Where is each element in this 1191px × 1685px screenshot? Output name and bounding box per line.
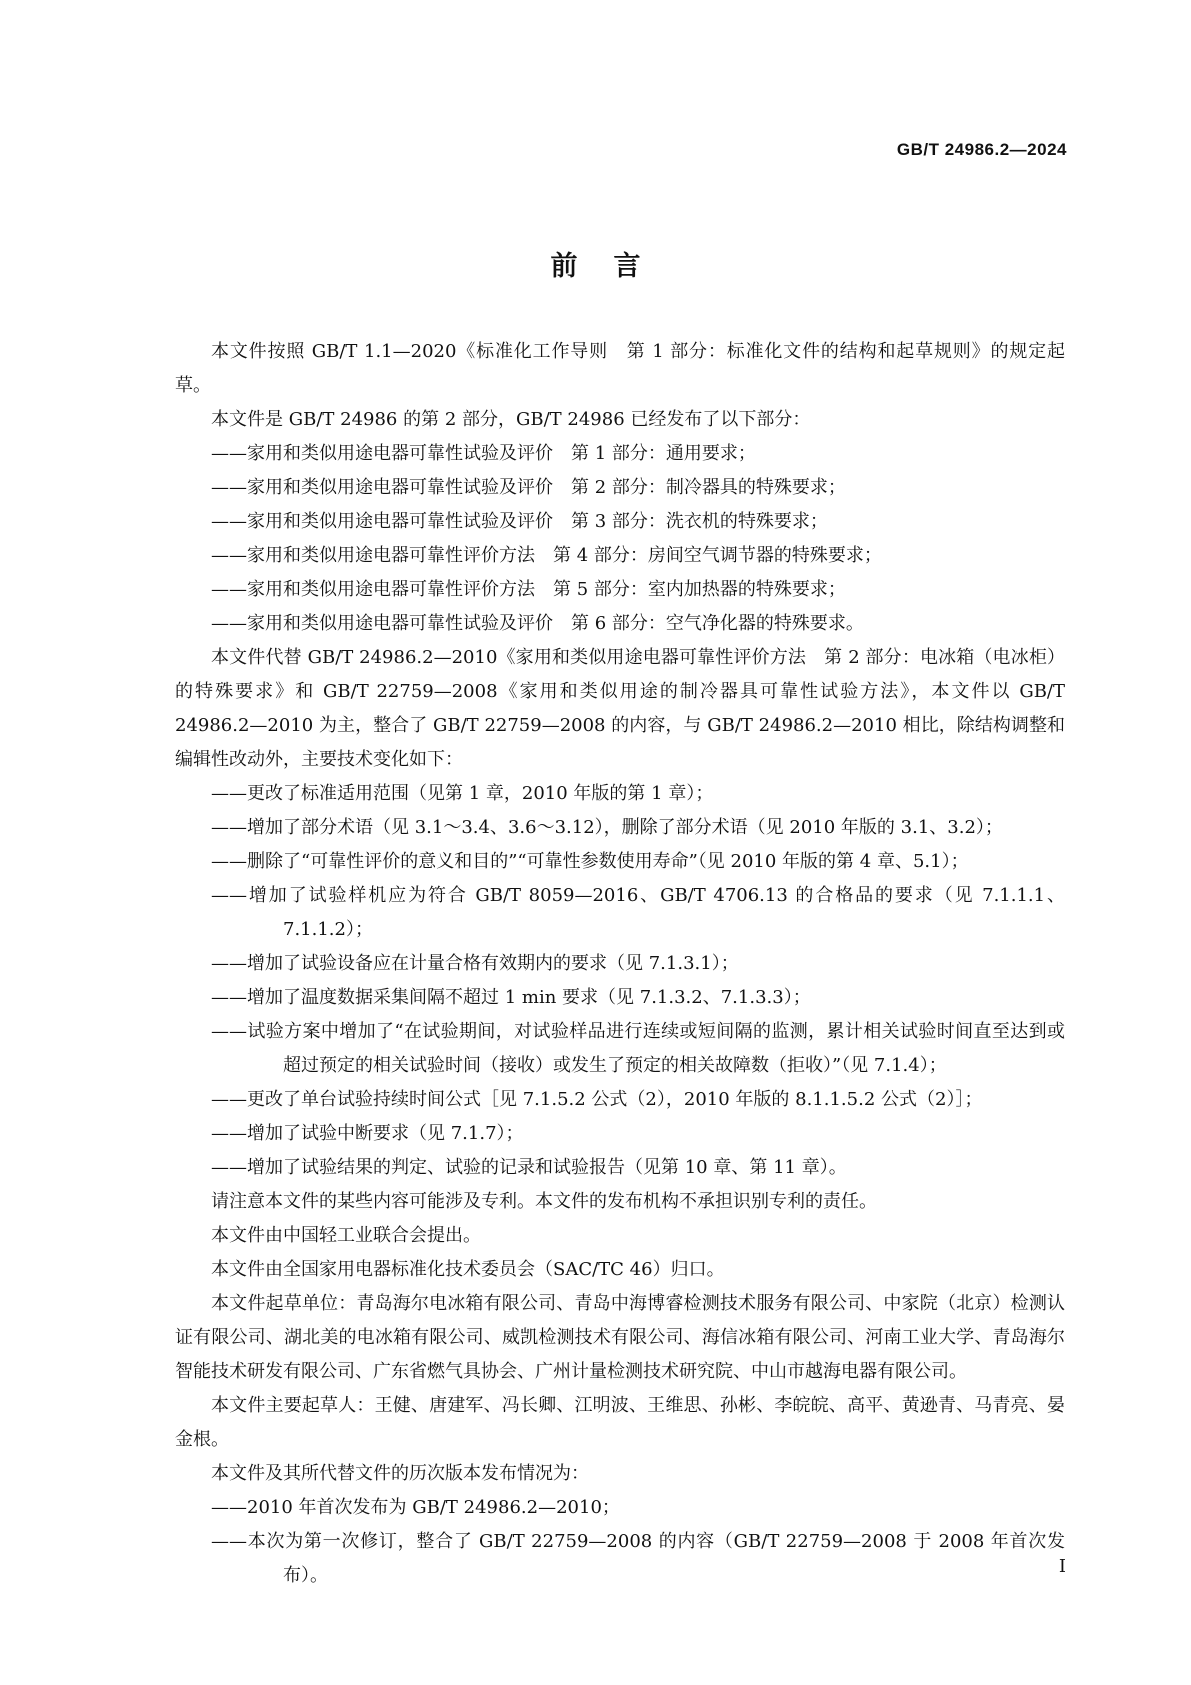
paragraph: 本文件主要起草人：王健、唐建军、冯长卿、江明波、王维思、孙彬、李皖皖、高平、黄逊青、马青亮、晏金根。 bbox=[175, 1395, 1065, 1450]
list-item-text: 家用和类似用途电器可靠性试验及评价 第 2 部分：制冷器具的特殊要求； bbox=[247, 477, 846, 498]
dash-mark: —— bbox=[211, 1021, 247, 1042]
paragraph: 本文件按照 GB/T 1.1—2020《标准化工作导则 第 1 部分：标准化文件的结构和起草规则》的规定起草。 bbox=[175, 341, 1065, 396]
list-item bbox=[175, 1117, 1065, 1151]
list-item-text: 增加了试验样机应为符合 GB/T 8059—2016、GB/T 4706.13 的合格品的要求（见 7.1.1.1、7.1.1.2）； bbox=[247, 885, 1065, 940]
list-item-text: 增加了部分术语（见 3.1～3.4、3.6～3.12），删除了部分术语（见 2010 年版的 3.1、3.2）； bbox=[247, 817, 1003, 838]
list-item bbox=[175, 573, 1065, 607]
dash-mark: —— bbox=[211, 613, 247, 634]
list-item-text: 家用和类似用途电器可靠性评价方法 第 5 部分：室内加热器的特殊要求； bbox=[247, 579, 846, 600]
dash-mark: —— bbox=[211, 953, 247, 974]
dash-mark: —— bbox=[211, 885, 247, 906]
dash-mark: —— bbox=[211, 1531, 247, 1552]
list-item bbox=[175, 1015, 1065, 1083]
list-item bbox=[175, 1151, 1065, 1185]
list-item-text: 家用和类似用途电器可靠性试验及评价 第 6 部分：空气净化器的特殊要求。 bbox=[247, 613, 864, 634]
dash-mark: —— bbox=[211, 443, 247, 464]
list-item-text: 本次为第一次修订，整合了 GB/T 22759—2008 的内容（GB/T 22759—2008 于 2008 年首次发布）。 bbox=[247, 1531, 1065, 1586]
list-item-text: 增加了试验中断要求（见 7.1.7）； bbox=[247, 1123, 524, 1144]
list-item bbox=[175, 1491, 1065, 1525]
paragraph: 本文件代替 GB/T 24986.2—2010《家用和类似用途电器可靠性评价方法 第 2 部分：电冰箱（电冰柜）的特殊要求》和 GB/T 22759—2008《家用和类似用途的制冷器具可靠性试验方法》，本文件以 GB/T 24986.2—2010 为主，整合了 GB/T 22759—2008 的内容，与 GB/T 24986.2—2010 相比，除结构调整和编辑性改动外，主要技术变化如下： bbox=[175, 647, 1065, 770]
list-item bbox=[175, 1525, 1065, 1593]
dash-mark: —— bbox=[211, 579, 247, 600]
paragraph: 请注意本文件的某些内容可能涉及专利。本文件的发布机构不承担识别专利的责任。 bbox=[211, 1191, 877, 1212]
list-item bbox=[175, 505, 1065, 539]
dash-mark: —— bbox=[211, 851, 247, 872]
list-item-text: 2010 年首次发布为 GB/T 24986.2—2010； bbox=[247, 1497, 620, 1518]
dash-mark: —— bbox=[211, 1157, 247, 1178]
list-item bbox=[175, 539, 1065, 573]
list-item-text: 家用和类似用途电器可靠性评价方法 第 4 部分：房间空气调节器的特殊要求； bbox=[247, 545, 882, 566]
dash-mark: —— bbox=[211, 511, 247, 532]
list-item-text: 删除了“可靠性评价的意义和目的”“可靠性参数使用寿命”（见 2010 年版的第 4 章、5.1）； bbox=[247, 851, 969, 872]
list-item-text: 试验方案中增加了“在试验期间，对试验样品进行连续或短间隔的监测，累计相关试验时间直至达到或超过预定的相关试验时间（接收）或发生了预定的相关故障数（拒收）”（见 7.1.4）； bbox=[247, 1021, 1065, 1076]
dash-mark: —— bbox=[211, 545, 247, 566]
dash-mark: —— bbox=[211, 1123, 247, 1144]
list-item bbox=[175, 879, 1065, 947]
list-item bbox=[175, 1083, 1065, 1117]
paragraph: 本文件是 GB/T 24986 的第 2 部分，GB/T 24986 已经发布了以下部分： bbox=[211, 409, 811, 430]
dash-mark: —— bbox=[211, 783, 247, 804]
dash-mark: —— bbox=[211, 987, 247, 1008]
list-item bbox=[175, 607, 1065, 641]
list-item-text: 家用和类似用途电器可靠性试验及评价 第 3 部分：洗衣机的特殊要求； bbox=[247, 511, 828, 532]
page-number: I bbox=[1058, 1556, 1066, 1577]
list-item-text: 更改了标准适用范围（见第 1 章，2010 年版的第 1 章）； bbox=[247, 783, 714, 804]
list-item bbox=[175, 981, 1065, 1015]
paragraph: 本文件及其所代替文件的历次版本发布情况为： bbox=[211, 1463, 589, 1484]
list-item bbox=[175, 437, 1065, 471]
paragraph: 本文件起草单位：青岛海尔电冰箱有限公司、青岛中海博睿检测技术服务有限公司、中家院（北京）检测认证有限公司、湖北美的电冰箱有限公司、威凯检测技术有限公司、海信冰箱有限公司、河南工业大学、青岛海尔智能技术研发有限公司、广东省燃气具协会、广州计量检测技术研究院、中山市越海电器有限公司。 bbox=[175, 1293, 1065, 1382]
list-item bbox=[175, 811, 1065, 845]
list-item-text: 增加了温度数据采集间隔不超过 1 min 要求（见 7.1.3.2、7.1.3.3）； bbox=[247, 987, 811, 1008]
list-item-text: 家用和类似用途电器可靠性试验及评价 第 1 部分：通用要求； bbox=[247, 443, 756, 464]
list-item bbox=[175, 471, 1065, 505]
dash-mark: —— bbox=[211, 817, 247, 838]
dash-mark: —— bbox=[211, 1497, 247, 1518]
list-item-text: 更改了单台试验持续时间公式［见 7.1.5.2 公式（2），2010 年版的 8.1.1.5.2 公式（2）］； bbox=[247, 1089, 983, 1110]
list-item bbox=[175, 947, 1065, 981]
dash-mark: —— bbox=[211, 477, 247, 498]
paragraph: 本文件由全国家用电器标准化技术委员会（SAC/TC 46）归口。 bbox=[211, 1259, 725, 1280]
list-item bbox=[175, 845, 1065, 879]
paragraph: 本文件由中国轻工业联合会提出。 bbox=[211, 1225, 481, 1246]
document-body bbox=[175, 335, 1065, 1593]
list-item-text: 增加了试验设备应在计量合格有效期内的要求（见 7.1.3.1）； bbox=[247, 953, 739, 974]
dash-mark: —— bbox=[211, 1089, 247, 1110]
page-title: 前言 bbox=[550, 251, 677, 282]
list-item bbox=[175, 777, 1065, 811]
list-item-text: 增加了试验结果的判定、试验的记录和试验报告（见第 10 章、第 11 章）。 bbox=[247, 1157, 847, 1178]
standard-code: GB/T 24986.2—2024 bbox=[896, 140, 1067, 159]
